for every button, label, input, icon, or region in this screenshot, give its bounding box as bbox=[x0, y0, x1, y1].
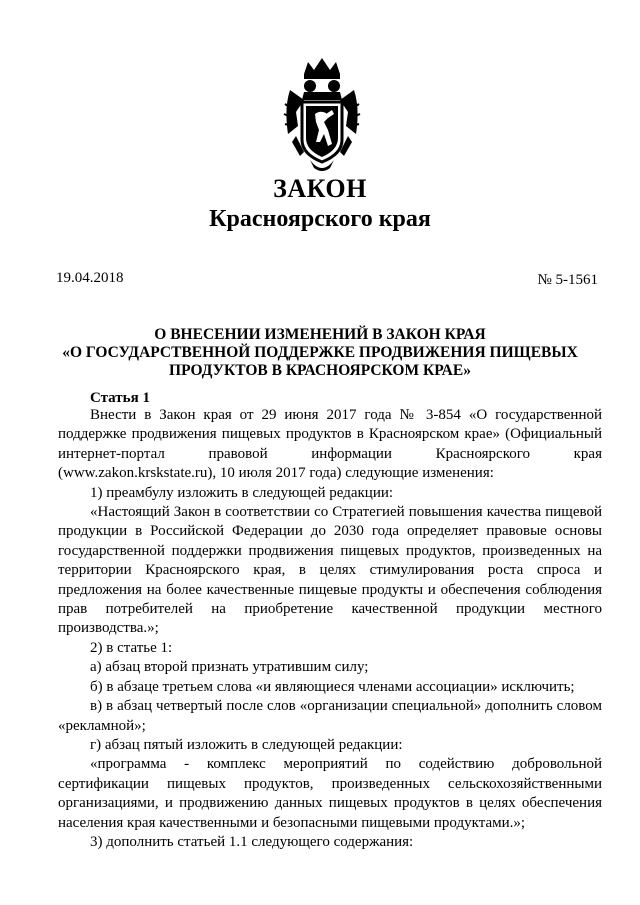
article-body bbox=[58, 406, 602, 852]
document-subtitle: Красноярского края bbox=[209, 206, 431, 232]
article-paragraph: Внести в Закон края от 29 июня 2017 года № 3-854 «О государственной поддержке продвижения пищевых продуктов в Красноярском крае» (Официальный интернет-портал правовой информации Красноярского края (www.zakon.krskstate.ru), 10 июля 2017 года) следующие изменения: bbox=[58, 407, 602, 482]
article-paragraph: а) абзац второй признать утратившим силу; bbox=[90, 659, 369, 676]
article-paragraph: в) в абзац четвертый после слов «организации специальной» дополнить словом «рекламной»; bbox=[58, 698, 602, 734]
document-date: 19.04.2018 bbox=[56, 270, 124, 286]
document-number: № 5-1561 bbox=[537, 272, 598, 288]
article-paragraph: б) в абзаце третьем слова «и являющиеся членами ассоциации» исключить; bbox=[90, 678, 575, 695]
article-title: Статья 1 bbox=[90, 390, 150, 406]
article-paragraph: «программа - комплекс мероприятий по содействию добровольной сертификации пищевых продуктов, произведенных сельскохозяйственными организациями, и продвижению данных пищевых продуктов в целях обеспечения населения края качественными и безопасными пищевыми продуктами.»; bbox=[58, 756, 602, 831]
document-title: ЗАКОН bbox=[273, 174, 367, 203]
law-heading bbox=[60, 326, 580, 380]
article-paragraph: 1) преамбулу изложить в следующей редакции: bbox=[90, 484, 394, 501]
article-paragraph: г) абзац пятый изложить в следующей редакции: bbox=[90, 736, 403, 753]
article-paragraph: 3) дополнить статьей 1.1 следующего содержания: bbox=[90, 833, 414, 850]
law-heading-line: ПРОДУКТОВ В КРАСНОЯРСКОМ КРАЕ» bbox=[169, 362, 471, 379]
coat-of-arms-icon bbox=[282, 56, 362, 180]
law-heading-line: О ВНЕСЕНИИ ИЗМЕНЕНИЙ В ЗАКОН КРАЯ bbox=[154, 326, 486, 343]
article-paragraph: 2) в статье 1: bbox=[90, 639, 173, 656]
article-paragraph: «Настоящий Закон в соответствии со Стратегией повышения качества пищевой продукции в Российской Федерации до 2030 года определяет правовые основы государственной поддержки продвижения пищевых продуктов, произведенных на территории Красноярского края, в целях стимулирования роста спроса и предложения на более качественные пищевые продукты и обеспечения соблюдения прав потребителей на приобретение качественной продукции местного производства.»; bbox=[58, 504, 602, 637]
law-heading-line: «О ГОСУДАРСТВЕННОЙ ПОДДЕРЖКЕ ПРОДВИЖЕНИЯ ПИЩЕВЫХ bbox=[62, 344, 578, 361]
